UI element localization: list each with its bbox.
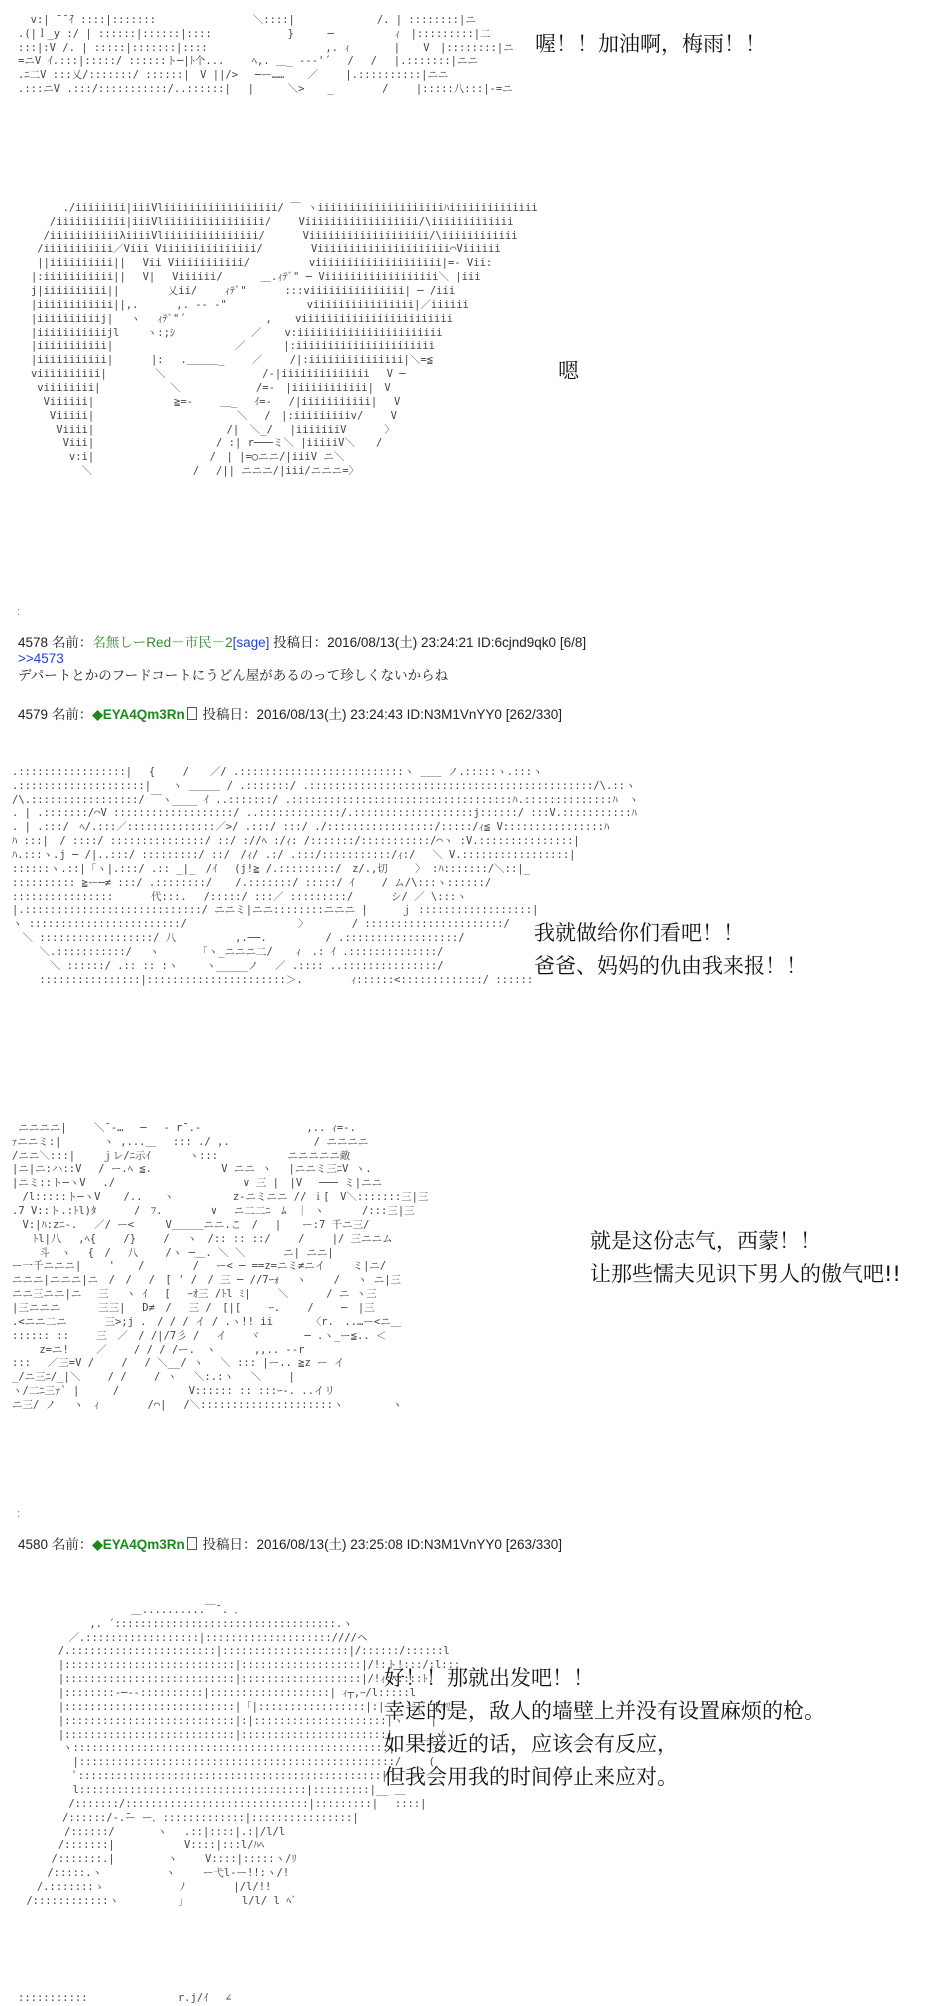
post-date: 2016/08/13(土) 23:24:43 — [256, 707, 403, 722]
ascii-art-panel-1: v:| ̄ ̄ ̄ｲ ::::|::::::: ＼::::| /. | ::::::::|ニ .(|ｌ_y :/ | ::::::|::::::|:::: } ─ ｨ |:::::::::|二 :::|:V /. | :::::|:::::::|:::: ,. ｨ | V |::::::::|ニ =ニV ｲ.:::|:::::/ ::::::ト─|ﾄ个... ﾍ,. ＿_ ---'´ / / |.:::::::|ニニ .ﾆ二V :::乂/:::::::/ ::::::| V ||/> ─ー…… ／ |.::::::::::|ニニ .:::ニV .:::/:::::::::::/..::::::| | ＼> _ / |:::::八:::|-=ニ — [18, 13, 514, 96]
dialog-line: 好！！那就出发吧！！ — [384, 1666, 594, 1690]
name-label: 名前： — [51, 707, 93, 722]
ellipsis-mark: ： — [16, 1509, 27, 1521]
ellipsis-mark: ： — [16, 607, 27, 619]
dialog-panel-3 — [534, 917, 807, 983]
post-count: [6/8] — [559, 635, 587, 650]
post-header-4579 — [18, 703, 562, 723]
dialog-line: 嗯 — [558, 359, 579, 383]
post-date: 2016/08/13(土) 23:25:08 — [256, 1537, 403, 1552]
name-label: 名前： — [51, 1537, 93, 1552]
ascii-art-panel-2: ./iiiiiiii|iiiVliiiiiiiiiiiiiiiiii/ ￣ ヽiiiiiiiiiiiiiiiiiiiiﾊiiiiiiiiiiiiii /iiiiiiiiiii|iiiVliiiiiiiiiiiiiiii/ Viiiiiiiiiiiiiiiiii/\iiiiiiiiiiiii /iiiiiiiiiiiλiiiiVliiiiiiiiiiiiiii/ Viiiiiiiiiiiiiiiiiii/\iiiiiiiiiiii /iiiiiiiiiii／Viii Viiiiiiiiiiiiiii/ Viiiiiiiiiiiiiiiiiiiii⌒Viiiiii ||iiiiiiiiii|| Vii Viiiiiiiiiii/ viiiiiiiiiiiiiiiiiiii|=- Vii: |:iiiiiiiiiii|| V| Viiiiii/ ＿.ｨﾃﾞ" ─ Viiiiiiiiiiiiiiiiii＼ |iii j|iiiiiiiiii|| 乂ii/ ｨﾃﾞ" :::viiiiiiiiiiiiiii| ─ /iii |iiiiiiiiiiii||,. ,. -‐ ‐" viiiiiiiiiiiiiiii|／iiiiii |iiiiiiiiiij| ヽ ｨﾃﾞ"´ , viiiiiiiiiiiiiiiiiiiiiiii |iiiiiiiiiiijl ヽ:;ｼ ／ v:iiiiiiiiiiiiiiiiiiiiiii |iiiiiiiiiii| ／ |:iiiiiiiiiiiiiiiiiiiiii |iiiiiiiiiii| |: .＿＿＿_ ／ /|:iiiiiiiiiiiiiii|＼=≦ viiiiiiiiii| ＼ /‐|iiiiiiiiiiiiii V ─ viiiiiiii| ＼ /=- |iiiiiiiiiiii| V Viiiiii| ≧=- ＿_ ｲ=- /|iiiiiiiiiii| V Viiiii| ＼ / |:iiiiiiiiiv/ V Viiii| /| ＼_/ |iiiiiiiV 〉 Viii| / :| r───ミ＼ |iiiiiV＼ / v:i| / | |=◯ニニ/|iiiV ニ＼ ＼ / /|| ニニニ/|iii/ニニニ=〉 — [30, 201, 538, 478]
post-text: デパートとかのフードコートにうどん屋があるのって珍しくないからね — [18, 668, 449, 683]
reply-anchor-link[interactable]: >>4573 — [18, 651, 64, 666]
ascii-art-panel-4: ニニニニ| ＼¯‐… ─ - r¯.- ,.. ｨ=-. ｧニニミ:| ヽ ,...＿ ::: ./ ,. / ニニニニ /ニニ＼:::| ｊレ/ﾆ示ｲ ヽ::: ニニニニニ敵 |ニ|ニ:ハ::V / ー.ﾍ ≦. V ニニ ヽ |ニニミ三ﾆV ヽ. |ニミ::ト─ヽV ./ ∨ 三 | |V ─── ミ|ニニ /l:::::ト─ヽV /.. ヽ z-ニミニニ // ｉ[ V＼:::::::三|三 .7 V::ト.:ﾄl)ﾀ / ﾌ. ∨ ニ二二ﾆ ﾑ ｜ ヽ /:::三|三 V:|ﾊ:zﾆ-. ／/ ー< V＿＿＿ニニ.こ / | ー:7 千ニ三/ ﾄl|八 ,ﾍ{ /} / ヽ /:: :: ::/ / |/ 三ニニム 斗 ヽ { / 八 /ヽ ─＿. ＼ ＼ ニ| ニニ| ー一千ニニニ| ' / / ー< ─ ==z=ニミ≠ニイ ミ|ニ/ ニニニ|ニニニ|ニ / / / [ ' / / 三 ─ //7ｰｫ ヽ / ヽ ニ|三 ニニ三ニニ|ニ 三 ヽ ｲ [ ｰｵ三 /ﾄl ﾐ| ＼ / ニ ヽ三 |三ニニニ 三三| D≠ / 三 / [|[ ｰ. / ─ |三 .<ニニ二ニ 三>;j . / / / イ / .ヽ!! ii 〈r. ..…ー<ニ＿ :::::: :: 三 ／ / /|/7彡 / イ ヾ ─ .ヽ_ー≦.. ＜ z=ニ! ／ / / / /ー. ヽ ,,.. --r ::: ／三=V / / / ＼__/ ヽ ＼ ::: |ー.. ≧z ー イ _/ニ三ﾆ/_|＼ / / / ヽ ＼:.:ヽ ＼ | ヽ/二ﾆ三ｧ` | / V:::::: :: :::ｰ-. ..イリ ニ三/ ノ ヽ ｨ /⌒| /＼:::::::::::::::::::::ヽ ヽ — [12, 1121, 429, 1412]
name-label: 名前： — [51, 635, 93, 650]
post-body-4578 — [18, 650, 448, 684]
ascii-art-panel-3: .:::::::::::::::::| { / ／/ .::::::::::::::::::::::::::ヽ ＿＿ ノ.:::::ヽ.:::ヽ .::::::::::::::::::::| ヽ ＿＿＿ / .:::::::/ .:::::::::::::::::::::::::::::::::::::::::::::/\.::ヽ /\.:::::::::::::::::/ ￣ヽ____ ｲ ..:::::::/ .:::::::::::::::::::::::::::::::::::ﾊ.::::::::::::::ﾊ ヽ . | .:::::::/⌒V :::::::::::::::::::/ ..:::::::::::::/.:::::::::::::::::::j::::::/ :::V.:::::::::::ﾊ . | .:::/ ﾍ/.:::／::::::::::::::／>/ .:::/ :::/ ./:::::::::::::::::/:::::/ｨ≦ V::::::::::::::::ﾊ ﾊ :::| / ::::/ :::::::::::::::/ ::/ ://ﾍ :/ｨ: /:::::::/:::::::::::/⌒ヽ :V.:::::::::::::::| ﾊ.:::ヽ.j ─ /|..:::/ :::::::::/ ::/ /ｨ/ .:/ .:::/:::::::::::/ｨ:/ ＼ V.:::::::::::::::::| ::::::ヽ.::|「ヽ|.:::/ .:: _|_ /ｲ (j!≧ /.:::::::::/ z/.,切 〉 :ﾊ:::::::/＼::|_ :::::::::: ≧ー─≠ :::/ .::::::::/ /.:::::::/ :::::/ ｲ / ム/\:::ヽ::::::/ :::::::::::::::: 代:::. /:::::/ :::／ :::::::::/ シ/ ／ \:::ヽ |.::::::::::::::::::::::::::::/ ニニミ|ニニ::::::::ニニニ | ｊ ::::::::::::::::::| ヽ ::::::::::::::::::::::::/ 〉 / ::::::::::::::::::::::/ ＼ ::::::::::::::::::/ 八 ,.──. / .::::::::::::::::::/ ＼.:::::::::::/ ヽ 「ヽ_ニニニ二/ ｨ .: ｲ .::::::::::::::/ ＼ ::::::/ .:: :: :ヽ ヽ_____ノ ／ .:::: ..:::::::::::::::/ ::::::::::::::::|::::::::::::::::::::::＞. ｨ::::::<:::::::::::::/ :::::: — [12, 765, 639, 986]
dialog-panel-4 — [590, 1225, 901, 1291]
post-number[interactable]: 4578 — [18, 635, 49, 650]
ascii-art-panel-5-bottom: ::::::::::: r.j/ｲ ∠ — [18, 1991, 232, 2004]
dialog-panel-1 — [535, 28, 766, 61]
post-count: [263/330] — [505, 1537, 562, 1552]
mail-field[interactable]: [sage] — [232, 635, 270, 650]
dialog-line: 爸爸、妈妈的仇由我来报！！ — [534, 954, 807, 978]
dialog-line: 但我会用我的时间停止来应对。 — [384, 1765, 678, 1789]
mail-box-icon — [187, 1537, 197, 1550]
dialog-line: 喔！！加油啊，梅雨！！ — [535, 32, 766, 56]
poster-trip: ◆EYA4Qm3Rn — [92, 1537, 185, 1552]
dialog-line: 幸运的是，敌人的墙壁上并没有设置麻烦的枪。 — [384, 1699, 825, 1723]
post-id[interactable]: ID:6cjnd9qk0 — [477, 635, 557, 650]
dialog-panel-5 — [384, 1662, 825, 1794]
post-number[interactable]: 4579 — [18, 707, 49, 722]
dialog-line: 我就做给你们看吧！！ — [534, 921, 744, 945]
post-header-4578 — [18, 631, 586, 651]
poster-name: 名無しーRed－市民－2 — [92, 635, 233, 650]
date-label: 投稿日： — [202, 707, 257, 722]
dialog-panel-2 — [558, 355, 579, 388]
mail-box-icon — [187, 707, 197, 720]
post-date: 2016/08/13(土) 23:24:21 — [327, 635, 474, 650]
post-header-4580 — [18, 1533, 562, 1553]
post-number[interactable]: 4580 — [18, 1537, 49, 1552]
dialog-line: 让那些懦夫见识下男人的傲气吧!! — [590, 1262, 901, 1286]
dialog-line: 如果接近的话，应该会有反应， — [384, 1732, 678, 1756]
date-label: 投稿日： — [202, 1537, 257, 1552]
date-label: 投稿日： — [273, 635, 328, 650]
poster-trip: ◆EYA4Qm3Rn — [92, 707, 185, 722]
post-count: [262/330] — [505, 707, 562, 722]
dialog-line: 就是这份志气，西蒙！！ — [590, 1229, 821, 1253]
post-id[interactable]: ID:N3M1VnYY0 — [406, 707, 502, 722]
ascii-art-panel-5: ＿..........￣¯. ． ,. ´:::::::::::::::::::::::::::::::::::.ヽ ／.::::::::::::::::::|::::::::::::::::::::////ヘ /.:::::::::::::::::::::::|::::::::::::::::::::|/::::::/::::::l |:::::::::::::::::::::::::::|:::::::::::::::::::|/!:ト!:::/:l::: |:::::::::::::::::::::::::::|:::::::::::::::::::|/!ｨ:ﾍ::::ﾄ. |::::::::‐─--::::::::::|:::::::::::::::::::| ｨ┬,ｰ/l:::::l |:::::::::::::::::::::::::::|「|:::::::::::::::::|:| 七|ﾞ [ｲﾘ |:::::::::::::::::::::::::::|:|:::::::::::::::::::::|ヽ | |:::::::::::::::::::::::::::|:::::::::::::::::::::::| __ ﾉ ヽ::::::::::::::::::::::::::::::::::::::::::::::::::| ,/ |::::::::::::::::::::::::::::::::::::::::::::::::::/ ( ﾟ::::::::::::::::::::::::::::::::::::::::::::::::|¯.¯ ¬- l::::::::::::::::::::::::::::::::::::|:::::::::|__ ＿ /:::::::/:::::::::::::::::::::::::::::|:::::::::| ::::| /::::::/-.̄ー ー．:::::::::::::|::::::::::::::::| /::::::/ ヽ .::|::::|.:|/l/l /:::::::| V::::|:::l/ﾊﾍ /:::::::.| ヽ V::::|:::::ヽ/ﾘ /:::::.ヽ ヽ ー弋l-ー!!:ヽ/! /.:::::::ゝ ﾉ |/l/!! /::::::::::::ヽ 」 l/l/ l ﾍﾞ — [26, 1603, 461, 1907]
post-id[interactable]: ID:N3M1VnYY0 — [406, 1537, 502, 1552]
